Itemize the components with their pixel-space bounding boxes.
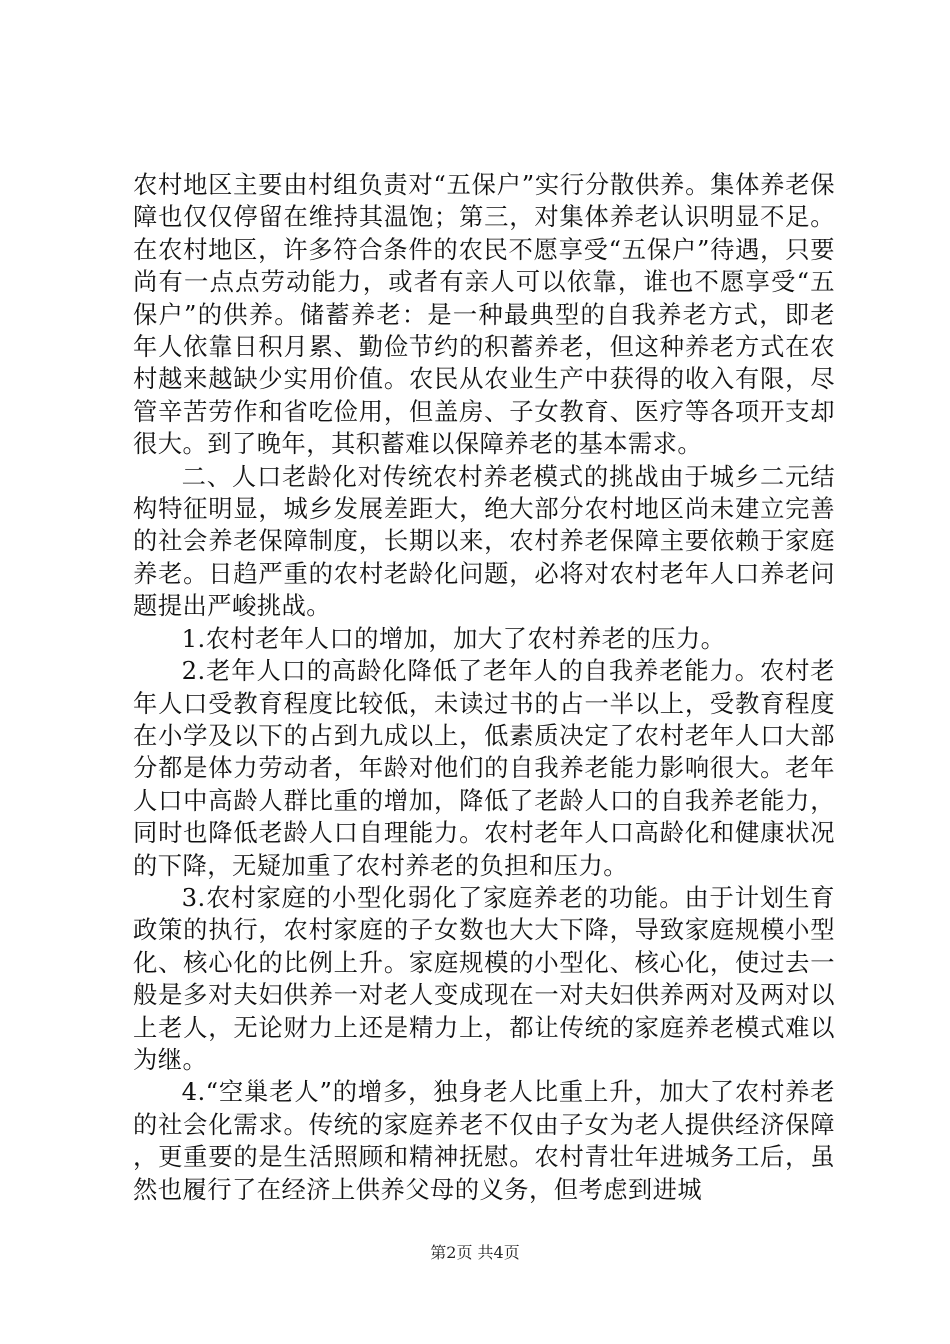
paragraph-point-4: 4.“空巢老人”的增多，独身老人比重上升，加大了农村养老的社会化需求。传统的家庭养老不仅由子女为老人提供经济保障，更重要的是生活照顾和精神抚慰。农村青壮年进城务工后，虽然也履行了在经济上供养父母的义务，但考虑到进城 — [133, 1077, 835, 1204]
body-text — [133, 169, 835, 1206]
paragraph-point-3: 3.农村家庭的小型化弱化了家庭养老的功能。由于计划生育政策的执行，农村家庭的子女数也大大下降，导致家庭规模小型化、核心化的比例上升。家庭规模的小型化、核心化，使过去一般是多对夫妇供养一对老人变成现在一对夫妇供养两对及两对以上老人，无论财力上还是精力上，都让传统的家庭养老模式难以为继。 — [133, 882, 835, 1074]
paragraph-point-2: 2.老年人口的高龄化降低了老年人的自我养老能力。农村老年人口受教育程度比较低，未读过书的占一半以上，受教育程度在小学及以下的占到九成以上，低素质决定了农村老年人口大部分都是体力劳动者，年龄对他们的自我养老能力影响很大。老年人口中高龄人群比重的增加，降低了老龄人口的自我养老能力，同时也降低老龄人口自理能力。农村老年人口高龄化和健康状况的下降，无疑加重了农村养老的负担和压力。 — [133, 656, 835, 880]
page-number-footer: 第2页 共4页 — [430, 1243, 520, 1262]
paragraph-section-two: 二、人口老龄化对传统农村养老模式的挑战由于城乡二元结构特征明显，城乡发展差距大，绝大部分农村地区尚未建立完善的社会养老保障制度，长期以来，农村养老保障主要依赖于家庭养老。日趋严重的农村老龄化问题，必将对农村老年人口养老问题提出严峻挑战。 — [133, 461, 835, 621]
paragraph-intro: 农村地区主要由村组负责对“五保户”实行分散供养。集体养老保障也仅仅停留在维持其温饱；第三，对集体养老认识明显不足。在农村地区，许多符合条件的农民不愿享受“五保户”待遇，只要尚有一点点劳动能力，或者有亲人可以依靠，谁也不愿享受“五保户”的供养。储蓄养老：是一种最典型的自我养老方式，即老年人依靠日积月累、勤俭节约的积蓄养老，但这种养老方式在农村越来越缺少实用价值。农民从农业生产中获得的收入有限，尽管辛苦劳作和省吃俭用，但盖房、子女教育、医疗等各项开支却很大。到了晚年，其积蓄难以保障养老的基本需求。 — [133, 170, 835, 459]
paragraph-point-1: 1.农村老年人口的增加，加大了农村养老的压力。 — [181, 623, 726, 653]
